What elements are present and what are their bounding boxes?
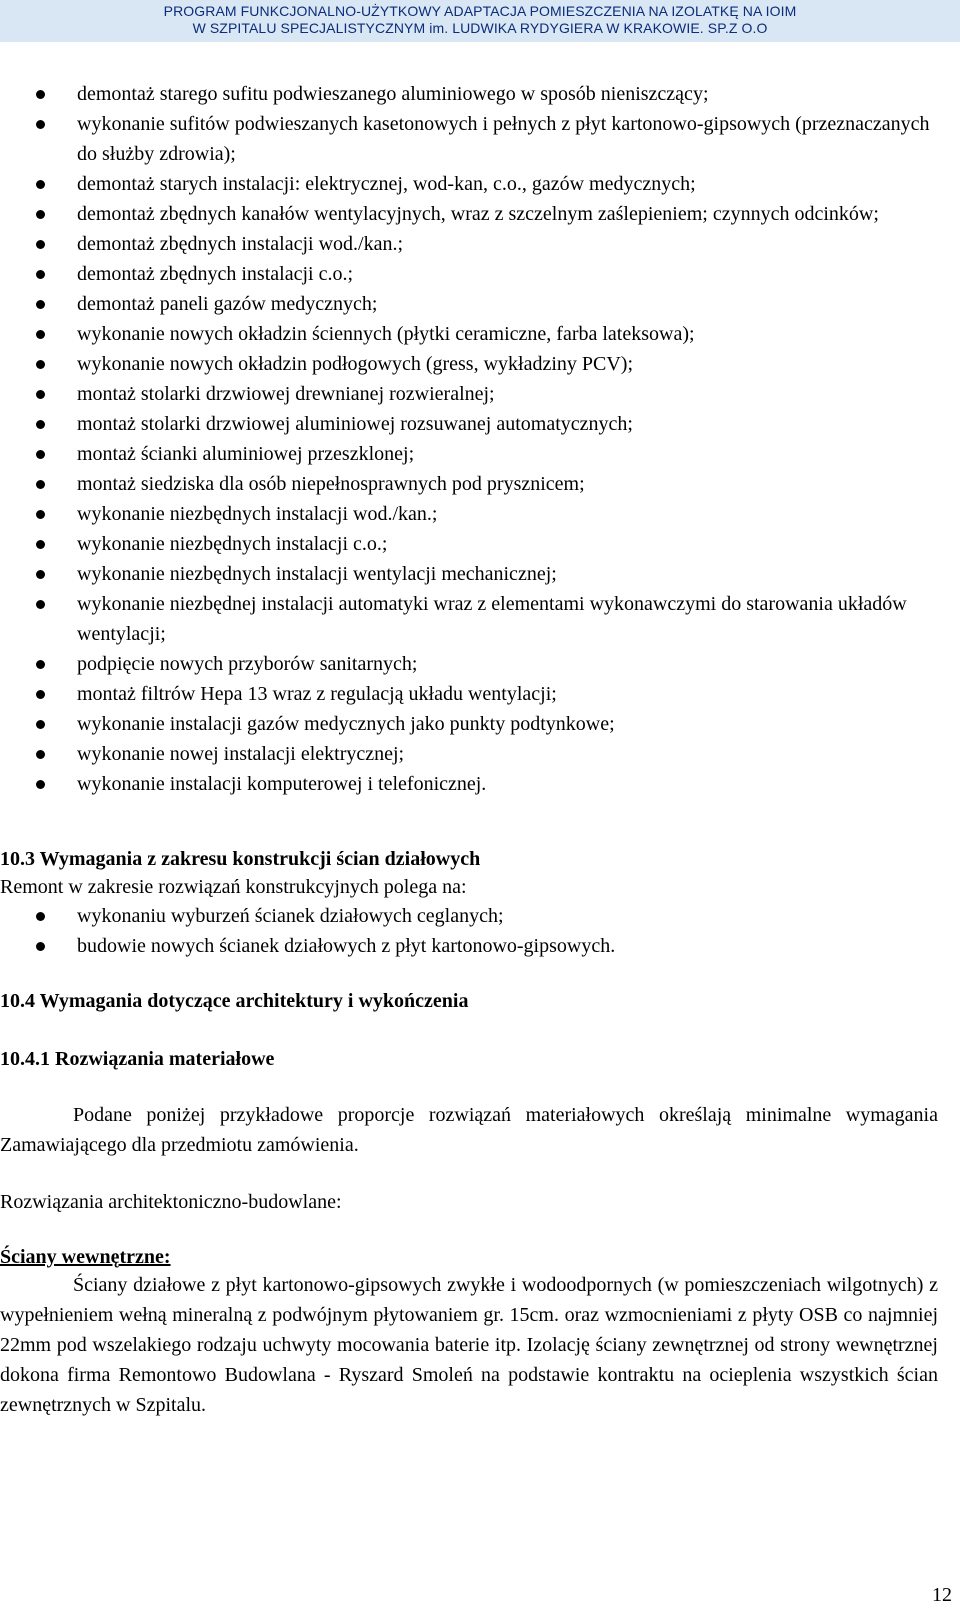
architecture-subtitle: Rozwiązania architektoniczno-budowlane: — [0, 1191, 342, 1213]
list-item — [0, 79, 935, 109]
section-10-4-heading: 10.4 Wymagania dotyczące architektury i wykończenia — [0, 990, 469, 1012]
list-item — [0, 499, 935, 529]
list-item-text: wykonanie nowych okładzin podłogowych (gress, wykładziny PCV); — [77, 353, 634, 375]
section-10-3-intro: Remont w zakresie rozwiązań konstrukcyjnych polega na: — [0, 876, 467, 898]
list-item-text: demontaż zbędnych kanałów wentylacyjnych, wraz z szczelnym zaślepieniem; czynnych odcinków; — [77, 203, 879, 225]
bullet-icon — [36, 480, 45, 489]
list-item — [0, 931, 935, 961]
list-item-text: wykonanie niezbędnych instalacji c.o.; — [77, 533, 388, 555]
bullet-icon — [36, 450, 45, 459]
list-item — [0, 739, 935, 769]
bullet-icon — [36, 210, 45, 219]
list-item — [0, 901, 935, 931]
list-item — [0, 649, 935, 679]
bullet-icon — [36, 912, 45, 921]
list-item-text: montaż filtrów Hepa 13 wraz z regulacją układu wentylacji; — [77, 683, 557, 705]
bullet-icon — [36, 600, 45, 609]
bullet-icon — [36, 270, 45, 279]
list-item — [0, 409, 935, 439]
bullet-icon — [36, 510, 45, 519]
list-item-text: wykonanie niezbędnych instalacji wod./kan.; — [77, 503, 438, 525]
work-scope-list — [0, 79, 935, 799]
bullet-icon — [36, 180, 45, 189]
bullet-icon — [36, 330, 45, 339]
document-header — [0, 0, 960, 42]
list-item — [0, 589, 935, 649]
list-item — [0, 469, 935, 499]
list-item-text: wykonanie instalacji komputerowej i telefonicznej. — [77, 773, 487, 795]
bullet-icon — [36, 942, 45, 951]
header-line-1: PROGRAM FUNKCJONALNO-UŻYTKOWY ADAPTACJA POMIESZCZENIA NA IZOLATKĘ NA IOIM — [163, 3, 797, 19]
bullet-icon — [36, 660, 45, 669]
interior-walls-heading: Ściany wewnętrzne: — [0, 1246, 171, 1268]
bullet-icon — [36, 300, 45, 309]
bullet-icon — [36, 540, 45, 549]
bullet-icon — [36, 360, 45, 369]
list-item — [0, 259, 935, 289]
list-item — [0, 319, 935, 349]
bullet-icon — [36, 690, 45, 699]
list-item — [0, 199, 935, 229]
list-item-text: wykonanie sufitów podwieszanych kasetonowych i pełnych z płyt kartonowo-gipsowych (przeznaczanych do służby zdrowia); — [77, 113, 930, 165]
list-item — [0, 169, 935, 199]
list-item-text: montaż stolarki drzwiowej drewnianej rozwieralnej; — [77, 383, 495, 405]
list-item — [0, 229, 935, 259]
bullet-icon — [36, 720, 45, 729]
list-item-text: podpięcie nowych przyborów sanitarnych; — [77, 653, 418, 675]
section-10-4-1-heading: 10.4.1 Rozwiązania materiałowe — [0, 1048, 275, 1070]
section-10-3-heading: 10.3 Wymagania z zakresu konstrukcji ścian działowych — [0, 848, 481, 870]
list-item-text: wykonanie nowej instalacji elektrycznej; — [77, 743, 405, 765]
list-item — [0, 379, 935, 409]
bullet-icon — [36, 120, 45, 129]
interior-walls-text: Ściany działowe z płyt kartonowo-gipsowych zwykłe i wodoodpornych (w pomieszczeniach wilgotnych) z wypełnieniem wełną mineralną z podwójnym płytowaniem gr. 15cm. oraz wzmocnieniami z płyty OSB co najmniej 22mm pod wszelakiego rodzaju uchwyty mocowania baterie itp. Izolację ściany zewnętrznej od strony wewnętrznej dokona firma Remontowo Budowlana - Ryszard Smoleń na podstawie kontraktu na ocieplenia wszystkich ścian zewnętrznych w Szpitalu. — [0, 1274, 938, 1416]
list-item-text: demontaż zbędnych instalacji wod./kan.; — [77, 233, 404, 255]
list-item-text: demontaż zbędnych instalacji c.o.; — [77, 263, 354, 285]
list-item-text: wykonanie instalacji gazów medycznych jako punkty podtynkowe; — [77, 713, 615, 735]
list-item — [0, 559, 935, 589]
list-item-text: wykonanie niezbędnych instalacji wentylacji mechanicznej; — [77, 563, 557, 585]
bullet-icon — [36, 750, 45, 759]
list-item-text: wykonanie nowych okładzin ściennych (płytki ceramiczne, farba lateksowa); — [77, 323, 695, 345]
bullet-icon — [36, 420, 45, 429]
list-item-text: montaż ścianki aluminiowej przeszklonej; — [77, 443, 415, 465]
list-item-text: montaż siedziska dla osób niepełnosprawnych pod prysznicem; — [77, 473, 585, 495]
materials-paragraph: Podane poniżej przykładowe proporcje rozwiązań materiałowych określają minimalne wymagania Zamawiającego dla przedmiotu zamówienia. — [0, 1104, 938, 1156]
page-number: 12 — [932, 1584, 952, 1606]
list-item-text: montaż stolarki drzwiowej aluminiowej rozsuwanej automatycznych; — [77, 413, 633, 435]
bullet-icon — [36, 780, 45, 789]
list-item-text: demontaż starego sufitu podwieszanego aluminiowego w sposób nieniszczący; — [77, 83, 709, 105]
bullet-icon — [36, 240, 45, 249]
list-item-text: demontaż starych instalacji: elektrycznej, wod-kan, c.o., gazów medycznych; — [77, 173, 696, 195]
wall-works-list — [0, 901, 935, 961]
list-item — [0, 769, 935, 799]
list-item-text: demontaż paneli gazów medycznych; — [77, 293, 378, 315]
list-item — [0, 349, 935, 379]
list-item-text: wykonaniu wyburzeń ścianek działowych ceglanych; — [77, 905, 504, 927]
bullet-icon — [36, 90, 45, 99]
list-item — [0, 289, 935, 319]
list-item — [0, 529, 935, 559]
list-item — [0, 679, 935, 709]
header-line-2: W SZPITALU SPECJALISTYCZNYM im. LUDWIKA RYDYGIERA W KRAKOWIE. SP.Z O.O — [192, 20, 768, 36]
list-item — [0, 439, 935, 469]
list-item-text: budowie nowych ścianek działowych z płyt kartonowo-gipsowych. — [77, 935, 616, 957]
list-item — [0, 709, 935, 739]
bullet-icon — [36, 570, 45, 579]
list-item-text: wykonanie niezbędnej instalacji automatyki wraz z elementami wykonawczymi do starowania układów wentylacji; — [77, 593, 907, 645]
bullet-icon — [36, 390, 45, 399]
list-item — [0, 109, 935, 169]
